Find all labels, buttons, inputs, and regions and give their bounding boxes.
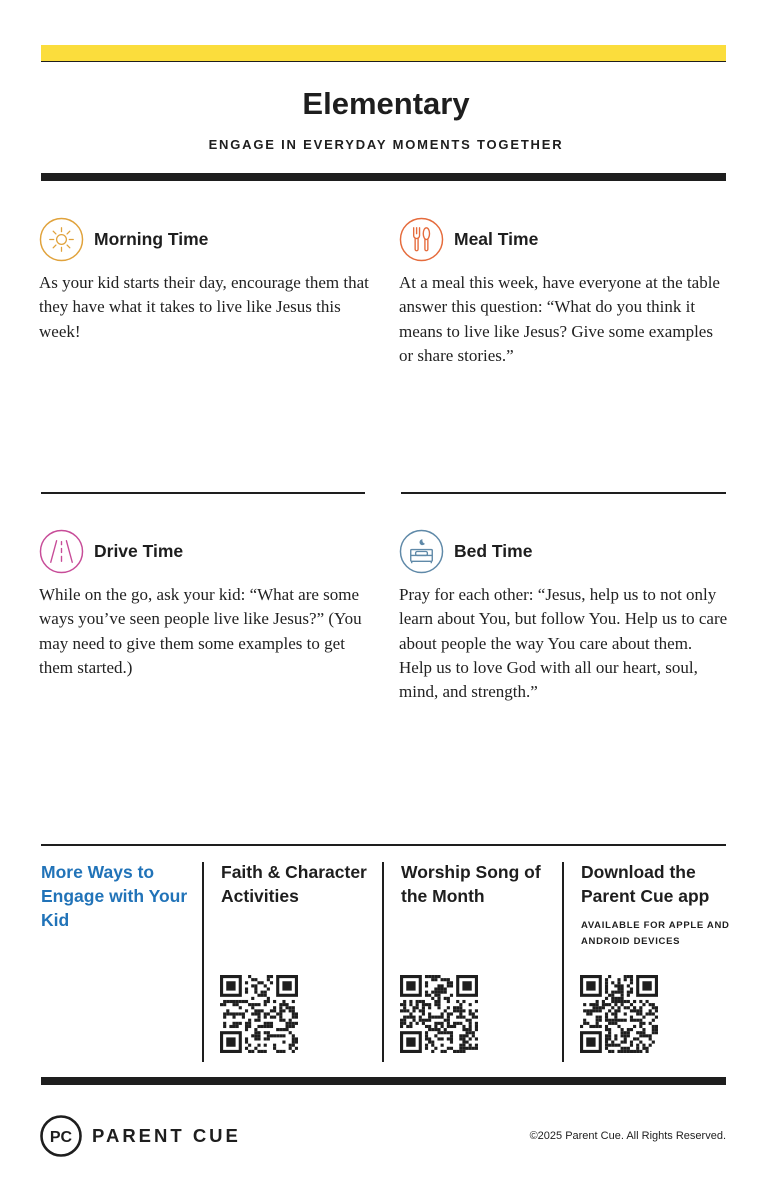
app-availability-note: AVAILABLE FOR APPLE AND ANDROID DEVICES [581,920,730,947]
page-subtitle: ENGAGE IN EVERYDAY MOMENTS TOGETHER [208,137,564,152]
sun-icon [39,217,84,262]
header-accent-bar [41,45,726,62]
section-divider [401,492,726,494]
copyright-text: ©2025 Parent Cue. All Rights Reserved. [529,1130,726,1142]
section-drive-time [39,528,369,680]
section-divider [41,492,365,494]
section-title: Morning Time [94,228,209,249]
footer-column-app-download [581,860,731,950]
column-title: Faith & Character Activities [221,862,367,906]
more-ways-label: More Ways to Engage with Your Kid [41,862,188,930]
section-meal-time [399,216,729,368]
footer-column-activities [221,860,371,908]
page-title: Elementary [302,86,470,121]
footer-column-divider [202,862,204,1062]
section-body: While on the go, ask your kid: “What are some ways you’ve seen people live like Jesus?” (You may need to give them some examples to get them started.) [39,585,362,677]
more-ways-heading [41,860,191,932]
section-bed-time [399,528,729,704]
qr-code-icon[interactable] [220,975,298,1053]
section-body: Pray for each other: “Jesus, help us to not only learn about You, but follow You. Help us to care about people the way You care about them. Help us to love God with all our heart, soul, mind, and strength.” [399,585,728,702]
parent-cue-logo-icon [40,1115,82,1157]
column-title: Worship Song of the Month [401,862,541,906]
brand-name: PARENT CUE [92,1125,241,1146]
footer-column-divider [382,862,384,1062]
qr-code-icon[interactable] [580,975,658,1053]
section-title: Meal Time [454,228,539,249]
header-divider [41,173,726,181]
section-body: At a meal this week, have everyone at the table answer this question: “What do you think it means to live like Jesus? Give some examples or share stories.” [399,273,720,365]
qr-code-icon[interactable] [400,975,478,1053]
parent-cue-logo [40,1115,241,1157]
utensils-icon [399,217,444,262]
svg-text:PC: PC [49,1129,73,1146]
section-title: Drive Time [94,540,184,561]
column-title: Download the Parent Cue app [581,862,710,906]
section-morning-time [39,216,369,344]
footer-divider [41,1077,726,1085]
footer-column-worship-song [401,860,551,908]
footer-column-divider [562,862,564,1062]
footer-top-divider [41,844,726,846]
section-body: As your kid starts their day, encourage them that they have what it takes to live like Jesus this week! [39,273,369,341]
section-title: Bed Time [454,540,533,561]
road-icon [39,529,84,574]
bed-moon-icon [399,529,444,574]
